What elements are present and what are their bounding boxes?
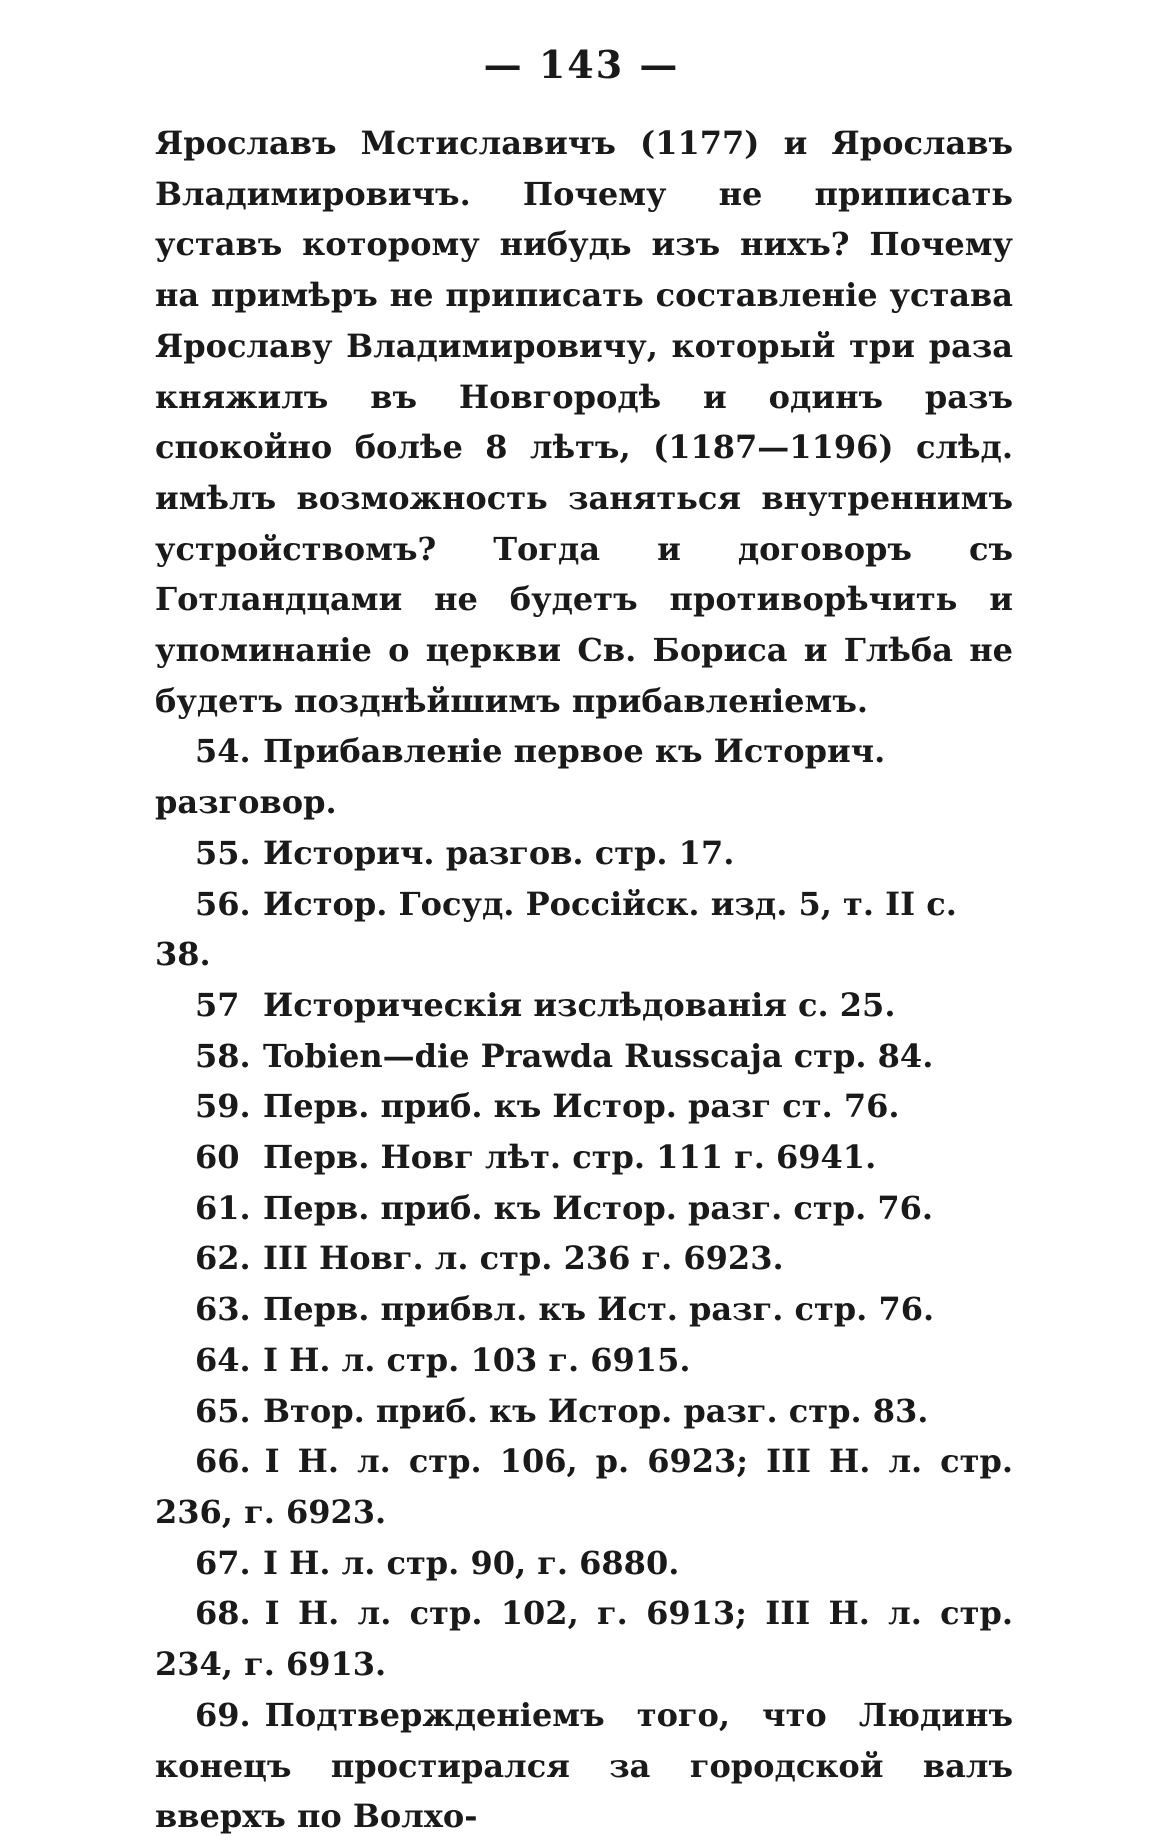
footnote-number: 64.: [195, 1340, 251, 1379]
footnote-62: [155, 1233, 1013, 1284]
footnote-69: [155, 1690, 1013, 1842]
footnote-number: 63.: [195, 1290, 251, 1329]
footnote-54: [155, 726, 1013, 827]
footnote-65: [155, 1386, 1013, 1437]
footnote-text: Истор. Госуд. Россійск. изд. 5, т. II с. 38.: [155, 884, 957, 974]
footnote-number: 58.: [195, 1036, 251, 1075]
footnote-number: 66.: [195, 1442, 251, 1481]
footnote-text: Перв. приб. къ Истор. разг. стр. 76.: [263, 1188, 934, 1227]
footnote-63: [155, 1284, 1013, 1335]
footnote-text: Tobien—die Prawda Russcaja стр. 84.: [263, 1036, 934, 1075]
footnote-number: 60: [195, 1138, 240, 1177]
page-body: [155, 118, 1013, 1842]
footnote-text: I Н. л. стр. 103 г. 6915.: [263, 1340, 691, 1379]
footnote-text: I Н. л. стр. 106, р. 6923; III Н. л. стр. 236, г. 6923.: [155, 1442, 1013, 1531]
page-number: — 143 —: [483, 42, 680, 87]
footnote-66: [155, 1436, 1013, 1537]
footnote-number: 68.: [195, 1594, 251, 1633]
footnote-67: [155, 1538, 1013, 1589]
footnote-58: [155, 1031, 1013, 1082]
footnote-number: 67.: [195, 1543, 251, 1582]
footnote-number: 57: [195, 985, 240, 1024]
footnote-64: [155, 1335, 1013, 1386]
footnote-text: Перв. прибвл. къ Ист. разг. стр. 76.: [263, 1290, 935, 1329]
footnote-number: 61.: [195, 1188, 251, 1227]
footnote-59: [155, 1081, 1013, 1132]
footnote-text: Прибавленіе первое къ Историч. разговор.: [155, 732, 886, 822]
body-paragraph: Ярославъ Мстиславичъ (1177) и Ярославъ Владимировичъ. Почему не приписать уставъ которому нибудь изъ нихъ? Почему на примѣръ не приписать составленіе устава Ярославу Владимировичу, который три раза княжилъ въ Новгородѣ и одинъ разъ спокойно болѣе 8 лѣтъ, (1187—1196) слѣд. имѣлъ возможность заняться внутреннимъ устройствомъ? Тогда и договоръ съ Готландцами не будетъ противорѣчить и упоминаніе о церкви Св. Бориса и Глѣба не будетъ позднѣйшимъ прибавленіемъ.: [155, 124, 1013, 720]
footnote-text: III Новг. л. стр. 236 г. 6923.: [263, 1239, 784, 1278]
footnote-68: [155, 1588, 1013, 1689]
footnote-text: Втор. приб. къ Истор. разг. стр. 83.: [263, 1391, 929, 1430]
footnote-text: Подтвержденіемъ того, что Людинъ конецъ простирался за городской валъ вверхъ по Волхо-: [155, 1695, 1013, 1836]
footnote-60: [155, 1132, 1013, 1183]
footnote-55: [155, 828, 1013, 879]
footnote-text: I Н. л. стр. 90, г. 6880.: [263, 1543, 680, 1582]
footnote-61: [155, 1183, 1013, 1234]
footnote-text: I Н. л. стр. 102, г. 6913; III Н. л. стр. 234, г. 6913.: [155, 1594, 1013, 1684]
footnote-number: 65.: [195, 1391, 251, 1430]
footnote-number: 62.: [195, 1239, 251, 1278]
footnote-number: 56.: [195, 884, 251, 923]
footnote-56: [155, 879, 1013, 980]
footnote-text: Историческія изслѣдованія с. 25.: [263, 985, 896, 1024]
footnote-number: 69.: [195, 1695, 251, 1734]
footnote-text: Перв. Новг лѣт. стр. 111 г. 6941.: [263, 1138, 877, 1177]
footnote-text: Перв. приб. къ Истор. разг ст. 76.: [263, 1087, 900, 1126]
footnote-57: [155, 980, 1013, 1031]
footnote-number: 59.: [195, 1087, 251, 1126]
footnote-number: 55.: [195, 833, 251, 872]
footnote-text: Историч. разгов. стр. 17.: [263, 833, 735, 872]
footnote-number: 54.: [195, 732, 251, 771]
